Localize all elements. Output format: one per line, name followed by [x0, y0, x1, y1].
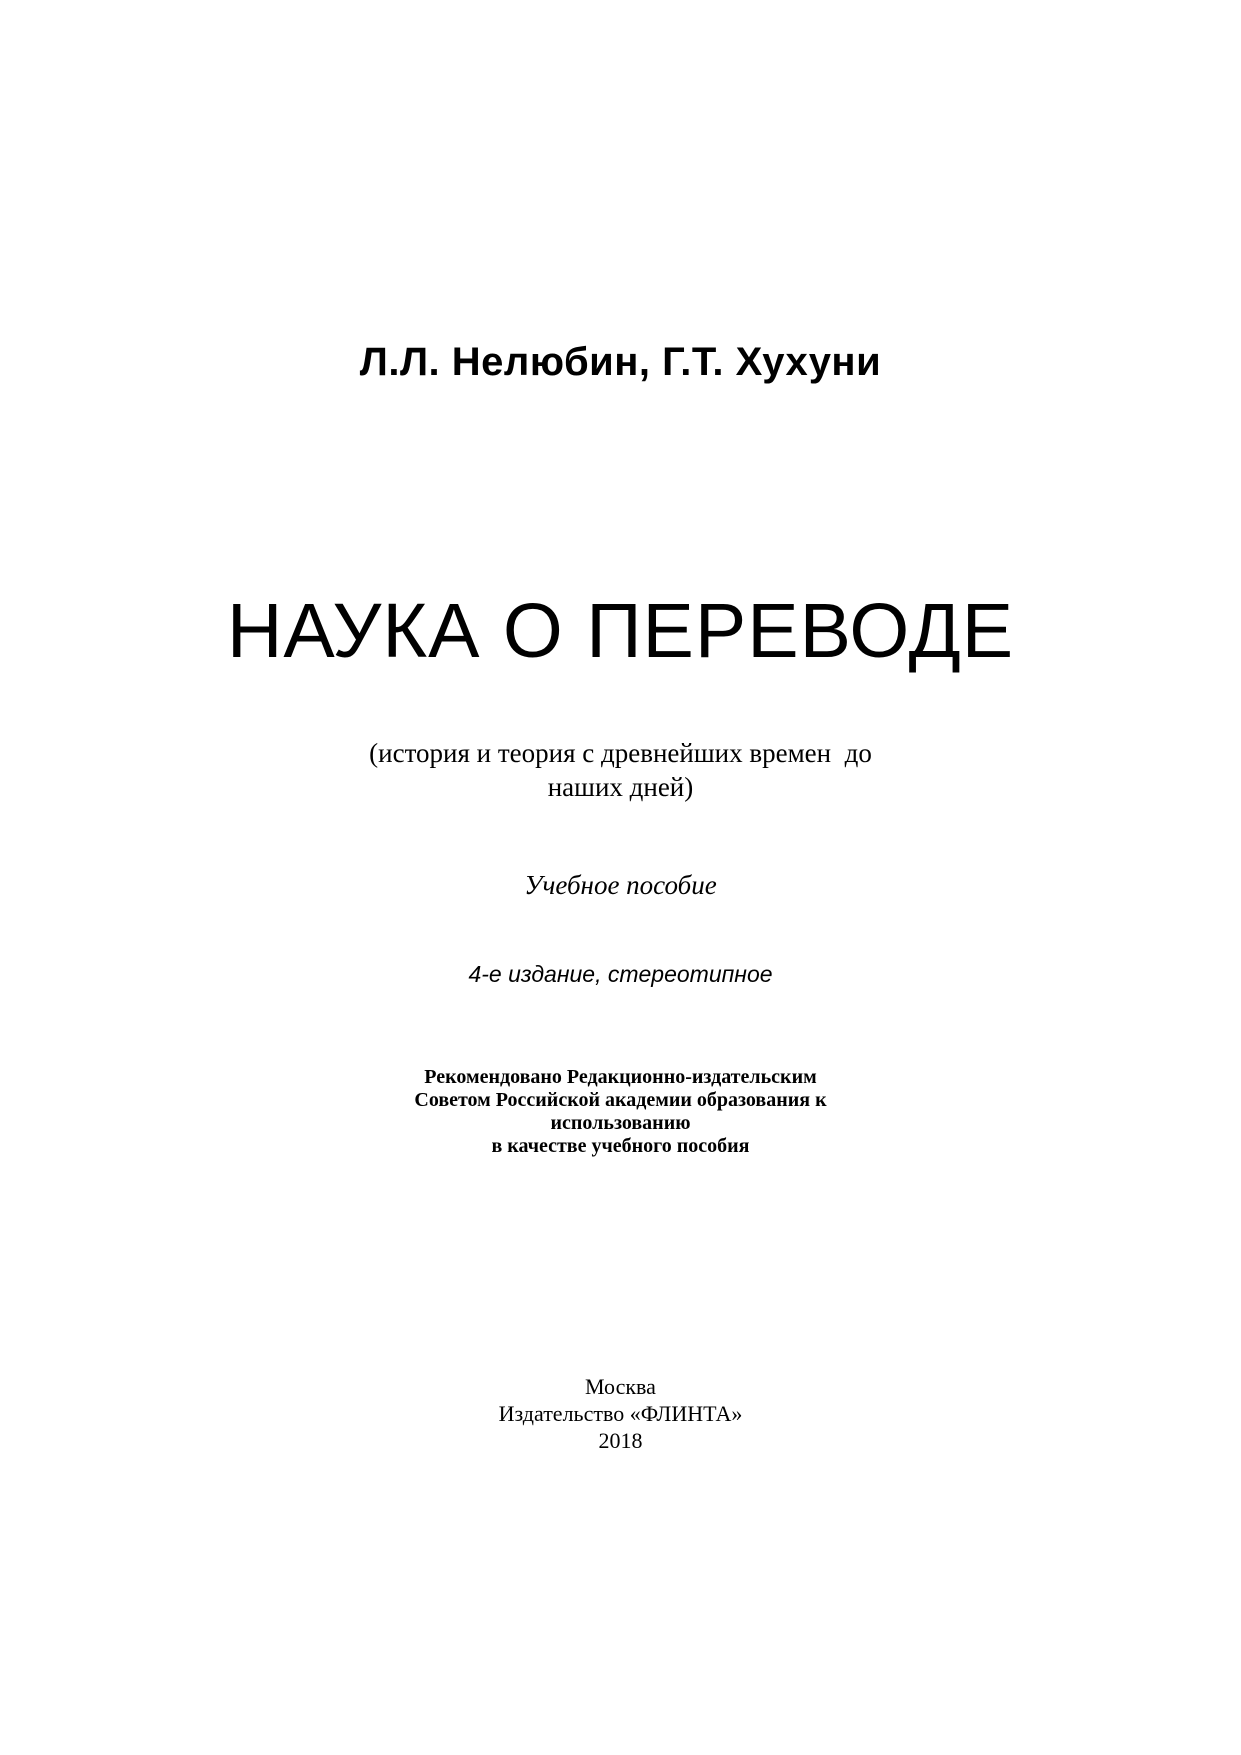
recommendation-line-2: Советом Российской академии образования к — [414, 1089, 827, 1111]
authors: Л.Л. Нелюбин, Г.Т. Хухуни — [359, 340, 882, 384]
recommendation-line-4: в качестве учебного пособия — [491, 1135, 750, 1157]
subtitle-line-1: (история и теория с древнейших времен до — [369, 738, 872, 768]
genre-label: Учебное пособие — [524, 870, 717, 900]
imprint-year: 2018 — [598, 1428, 643, 1453]
edition-label: 4-е издание, стереотипное — [468, 961, 773, 987]
subtitle-line-2: наших дней) — [547, 772, 694, 802]
recommendation-notice — [0, 1066, 1241, 1158]
recommendation-line-3: использованию — [550, 1112, 691, 1134]
imprint-city: Москва — [585, 1374, 656, 1399]
imprint — [0, 1373, 1241, 1454]
book-title: НАУКА О ПЕРЕВОДЕ — [226, 588, 1015, 674]
imprint-publisher: Издательство «ФЛИНТА» — [498, 1401, 743, 1426]
subtitle — [0, 736, 1241, 804]
recommendation-line-1: Рекомендовано Редакционно-издательским — [424, 1066, 817, 1088]
